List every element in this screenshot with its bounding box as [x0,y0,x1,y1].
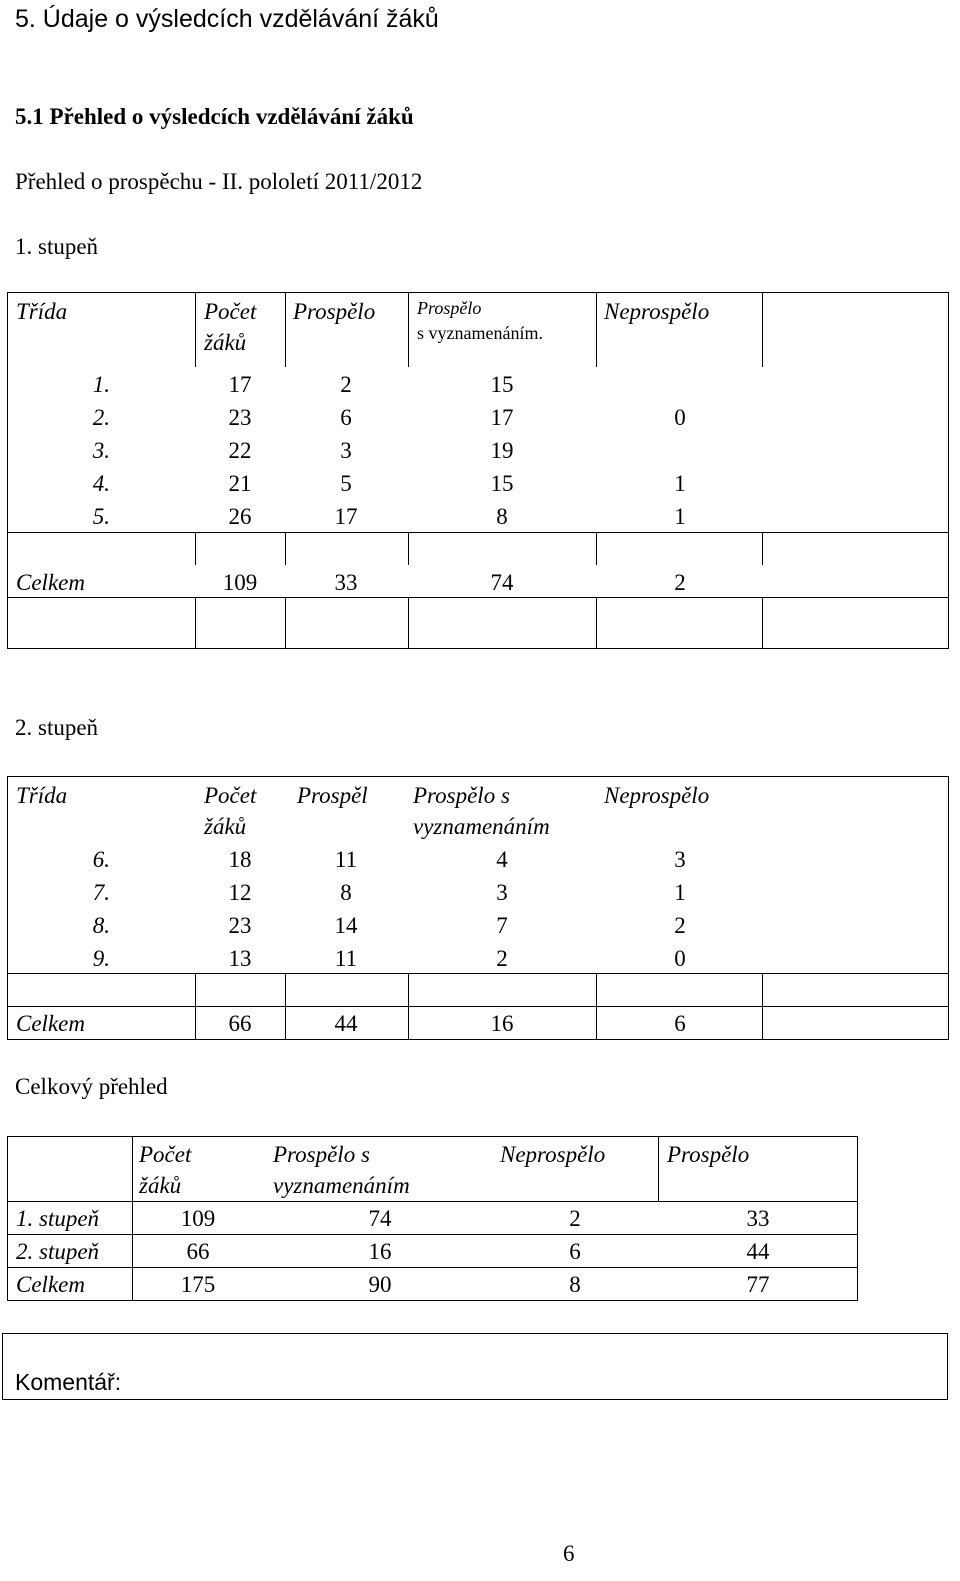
stage2-cell-vyzn: 3 [496,880,508,905]
stage2-cell-pocet: 13 [228,946,252,971]
stage1-cell-trida: 2. [92,405,110,430]
summary-cell-prospelo: 44 [746,1239,770,1264]
stage1-cell-pocet: 17 [228,372,252,397]
page-number: 6 [563,1541,575,1566]
stage1-total-label: Celkem [16,570,85,595]
stage1-header-pocet: Počet [204,299,257,324]
stage1-header-prospelo: Prospělo [293,299,376,324]
stage1-cell-prospelo: 5 [340,471,352,496]
stage1-cell-prospelo: 17 [334,504,358,529]
summary-cell-pocet: 109 [180,1206,216,1231]
stage2-header-vyzn-2: vyznamenáním [413,814,550,839]
stage2-cell-prospel: 14 [334,913,358,938]
stage2-cell-trida: 6. [92,847,110,872]
stage2-cell-neprospelo: 0 [674,946,686,971]
summary-cell-label: 2. stupeň [16,1239,100,1264]
summary-header-pocet: Počet [139,1142,192,1167]
summary-cell-vyzn: 16 [368,1239,392,1264]
overview-caption: Přehled o prospěchu - II. pololetí 2011/2012 [15,169,423,194]
summary-header-prospelo: Prospělo [667,1142,750,1167]
stage1-cell-neprospelo: 1 [674,504,686,529]
stage1-cell-trida: 3. [92,438,110,463]
stage1-header-neprospelo: Neprospělo [604,299,710,324]
stage2-header-vyzn: Prospělo s [413,783,510,808]
stage1-total-vyzn: 74 [490,570,514,595]
stage2-cell-trida: 7. [92,880,110,905]
stage2-total-label: Celkem [16,1011,85,1036]
stage1-cell-trida: 4. [92,471,110,496]
stage1-header-pocet-2: žáků [204,330,247,355]
comment-box [2,1333,948,1400]
summary-cell-neprospelo: 8 [569,1272,581,1297]
stage2-cell-vyzn: 2 [496,946,508,971]
stage2-cell-neprospelo: 3 [674,847,686,872]
summary-cell-label: 1. stupeň [16,1206,100,1231]
stage2-total-prospel: 44 [334,1011,358,1036]
summary-header-vyzn-2: vyznamenáním [273,1173,410,1198]
stage2-cell-pocet: 12 [228,880,252,905]
stage1-cell-vyzn: 15 [490,372,514,397]
stage2-cell-trida: 8. [92,913,110,938]
stage1-label: 1. stupeň [15,234,99,259]
stage1-header-vyzn-2: s vyznamenáním. [417,323,543,343]
stage2-header-pocet: Počet [204,783,257,808]
summary-cell-pocet: 66 [186,1239,210,1264]
stage2-cell-vyzn: 4 [496,847,508,872]
summary-cell-vyzn: 74 [368,1206,392,1231]
stage2-cell-pocet: 18 [228,847,252,872]
summary-cell-neprospelo: 2 [569,1206,581,1231]
summary-header-pocet-2: žáků [139,1173,182,1198]
stage1-cell-prospelo: 3 [340,438,352,463]
stage2-label: 2. stupeň [15,715,99,740]
summary-cell-prospelo: 77 [746,1272,770,1297]
stage1-header-vyzn: Prospělo [417,298,482,318]
stage1-cell-pocet: 23 [228,405,252,430]
stage2-total-vyzn: 16 [490,1011,514,1036]
stage2-cell-neprospelo: 2 [674,913,686,938]
stage2-header-prospel: Prospěl [297,783,368,808]
stage1-cell-trida: 1. [92,372,110,397]
stage1-cell-prospelo: 6 [340,405,352,430]
stage2-cell-prospel: 11 [334,847,358,872]
section-title: 5. Údaje o výsledcích vzdělávání žáků [15,5,439,33]
stage1-cell-pocet: 21 [228,471,252,496]
stage1-total-pocet: 109 [222,570,258,595]
stage1-cell-vyzn: 17 [490,405,514,430]
summary-cell-neprospelo: 6 [569,1239,581,1264]
stage2-cell-pocet: 23 [228,913,252,938]
summary-header-vyzn: Prospělo s [273,1142,370,1167]
stage1-cell-prospelo: 2 [340,372,352,397]
stage1-total-neprospelo: 2 [674,570,686,595]
stage2-header-pocet-2: žáků [204,814,247,839]
stage1-cell-neprospelo: 0 [674,405,686,430]
stage2-cell-trida: 9. [92,946,110,971]
stage1-cell-pocet: 22 [228,438,252,463]
summary-cell-pocet: 175 [180,1272,216,1297]
comment-label: Komentář: [15,1369,122,1395]
stage1-cell-neprospelo: 1 [674,471,686,496]
stage1-cell-vyzn: 19 [490,438,514,463]
stage1-cell-pocet: 26 [228,504,252,529]
stage2-cell-neprospelo: 1 [674,880,686,905]
stage2-cell-prospel: 11 [334,946,358,971]
stage2-cell-prospel: 8 [340,880,352,905]
stage1-cell-vyzn: 8 [496,504,508,529]
stage2-cell-vyzn: 7 [496,913,508,938]
summary-header-neprospelo: Neprospělo [500,1142,606,1167]
stage2-header-trida: Třída [16,783,68,808]
stage2-header-neprospelo: Neprospělo [604,783,710,808]
stage1-cell-trida: 5. [92,504,110,529]
summary-cell-prospelo: 33 [746,1206,770,1231]
stage1-header-trida: Třída [16,299,68,324]
summary-cell-vyzn: 90 [368,1272,392,1297]
summary-cell-label: Celkem [16,1272,85,1297]
subsection-title: 5.1 Přehled o výsledcích vzdělávání žáků [15,104,414,129]
stage2-total-neprospelo: 6 [674,1011,686,1036]
summary-label: Celkový přehled [15,1074,168,1099]
stage1-total-prospelo: 33 [334,570,358,595]
stage2-total-pocet: 66 [228,1011,252,1036]
stage1-cell-vyzn: 15 [490,471,514,496]
